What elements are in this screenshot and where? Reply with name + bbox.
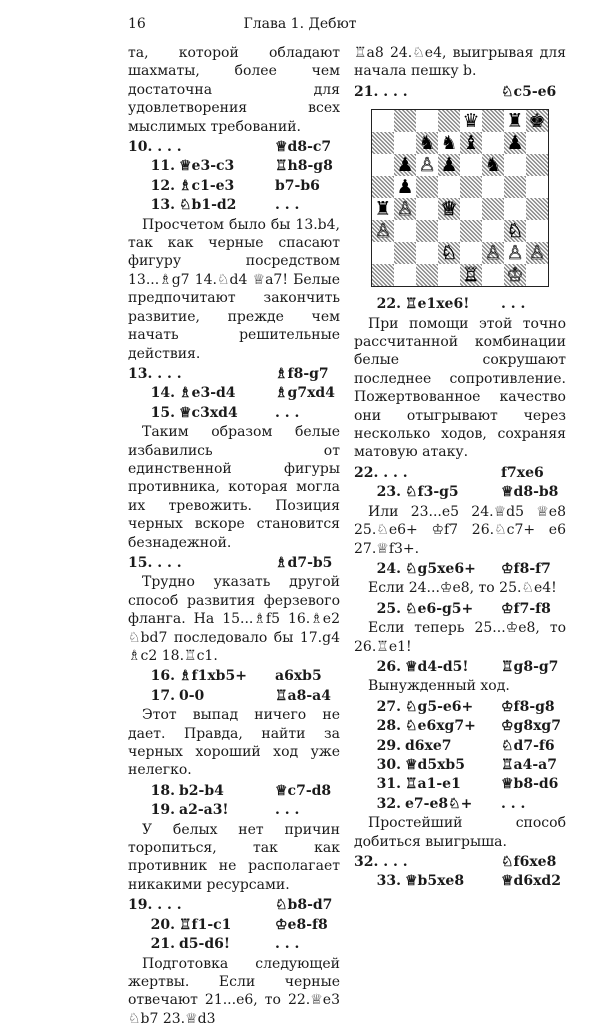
board-square xyxy=(482,198,504,220)
board-square xyxy=(438,154,460,176)
move-number: 26. xyxy=(376,658,401,675)
move-number: 20. xyxy=(150,916,175,933)
black-piece-icon: ♟ xyxy=(506,132,524,155)
move-line xyxy=(354,483,566,501)
black-move: ♔e8-f8 xyxy=(275,916,328,933)
move-line xyxy=(354,464,566,482)
move-line xyxy=(354,560,566,578)
board-square xyxy=(482,176,504,198)
black-move: ♖h8-g8 xyxy=(275,158,333,175)
text-paragraph: Если теперь 25...♔e8, то 26.♖e1! xyxy=(354,620,566,655)
board-square xyxy=(438,220,460,242)
black-move: . . . xyxy=(501,296,526,313)
text-paragraph: Если 24...♔e8, то 25.♘e4! xyxy=(368,580,557,597)
black-piece-icon: ♞ xyxy=(440,132,458,155)
white-move xyxy=(179,138,275,156)
text-paragraph: та, которой обладают шахматы, более чем достаточна для удовлетворения всех мыслимых требований. xyxy=(128,45,340,135)
text-paragraph: Этот выпад ничего не дает. Правда, найти за черных хороший ход уже нелегко. xyxy=(128,707,340,779)
board-square xyxy=(504,132,526,154)
move-number: 27. xyxy=(376,698,401,715)
white-move xyxy=(179,896,275,914)
white-move: ♘f3-g5 xyxy=(405,484,459,501)
board-square xyxy=(438,110,460,132)
move-number: 19. xyxy=(150,802,175,819)
white-piece-icon: ♙ xyxy=(418,154,436,177)
text-paragraph: Трудно указать другой способ развития ферзевого фланга. На 15...♗f5 16.♗e2 ♘bd7 последовало бы 17.g4 ♗c2 18.♖c1. xyxy=(128,574,340,664)
board-square xyxy=(460,176,482,198)
white-move: ♕d4-d5! xyxy=(405,658,469,675)
board-square xyxy=(460,110,482,132)
move-number: 11. xyxy=(150,158,175,175)
text-paragraph: Просчетом было бы 13.b4, так как черные спасают фигуру посредством 13...♗g7 14.♘d4 ♕a7! Белые предпочитают закончить развитие, прежде чем начать решительные действия. xyxy=(128,216,340,362)
page-header xyxy=(0,16,600,36)
move-line xyxy=(128,138,340,156)
black-move: ♘c5-e6 xyxy=(501,83,557,100)
move-number: 10. . . . xyxy=(128,139,182,156)
move-number: 32. xyxy=(376,795,401,812)
text-paragraph: Или 23...e5 24.♕d5 ♕e8 25.♘e6+ ♔f7 26.♘c7+ e6 27.♕f3+. xyxy=(354,503,566,557)
board-square xyxy=(460,198,482,220)
board-square xyxy=(482,132,504,154)
black-move: ♗f8-g7 xyxy=(275,365,329,382)
board-square xyxy=(416,176,438,198)
move-line xyxy=(128,365,340,383)
white-move: ♕c3xd4 xyxy=(179,404,238,421)
board-square xyxy=(460,154,482,176)
board-square xyxy=(438,242,460,264)
left-column xyxy=(128,44,340,1030)
white-move: ♘b1-d2 xyxy=(179,197,237,214)
board-square xyxy=(416,110,438,132)
white-move xyxy=(405,464,501,482)
white-move xyxy=(405,83,501,101)
board-square xyxy=(416,198,438,220)
white-piece-icon: ♘ xyxy=(506,220,524,243)
white-move xyxy=(179,365,275,383)
board-square xyxy=(394,132,416,154)
move-number: 18. xyxy=(150,782,175,799)
board-square xyxy=(482,264,504,286)
board-square xyxy=(526,198,548,220)
board-square xyxy=(372,220,394,242)
page-number: 16 xyxy=(128,16,146,32)
white-piece-icon: ♙ xyxy=(484,242,502,265)
black-move: ♕d8-b8 xyxy=(501,484,559,501)
move-line xyxy=(128,896,340,914)
white-move: ♖f1-c1 xyxy=(179,916,232,933)
black-move: . . . xyxy=(275,404,300,421)
board-square xyxy=(504,198,526,220)
board-square xyxy=(482,110,504,132)
black-move: . . . xyxy=(275,197,300,214)
board-square xyxy=(504,242,526,264)
board-square xyxy=(416,132,438,154)
white-move: ♕e3-c3 xyxy=(179,158,235,175)
move-number: 14. xyxy=(150,385,175,402)
board-square xyxy=(504,154,526,176)
move-number: 19. . . . xyxy=(128,897,182,914)
board-square xyxy=(394,110,416,132)
right-column xyxy=(354,44,566,892)
move-line xyxy=(128,801,340,819)
board-square xyxy=(460,264,482,286)
black-move: ♕d8-c7 xyxy=(275,139,332,156)
chapter-title: Глава 1. Дебют xyxy=(243,16,357,32)
white-piece-icon: ♔ xyxy=(506,264,524,287)
move-number: 24. xyxy=(376,560,401,577)
black-move: ♔f8-g8 xyxy=(501,698,555,715)
move-number: 22. . . . xyxy=(354,464,408,481)
move-number: 29. xyxy=(376,737,401,754)
black-move: ♖g8-g7 xyxy=(501,658,559,675)
chess-board xyxy=(371,109,549,287)
text-paragraph: Таким образом белые избавились от единственной фигуры противника, которая могла их тревожить. Позиция черных вскоре становится безнадежной. xyxy=(128,424,340,551)
black-piece-icon: ♟ xyxy=(440,154,458,177)
black-piece-icon: ♚ xyxy=(528,110,546,133)
move-line xyxy=(354,658,566,676)
move-line xyxy=(354,756,566,774)
board-square xyxy=(416,220,438,242)
white-move: ♖e1xe6! xyxy=(405,296,470,313)
move-line xyxy=(354,853,566,871)
move-number: 15. . . . xyxy=(128,554,182,571)
board-square xyxy=(504,220,526,242)
move-line xyxy=(128,196,340,214)
white-move: ♖a1-e1 xyxy=(405,776,461,793)
board-square xyxy=(394,198,416,220)
move-number: 30. xyxy=(376,756,401,773)
move-number: 13. . . . xyxy=(128,365,182,382)
board-square xyxy=(394,176,416,198)
white-piece-icon: ♙ xyxy=(374,220,392,243)
move-line xyxy=(128,935,340,953)
black-piece-icon: ♝ xyxy=(462,132,480,155)
black-move: b7-b6 xyxy=(275,177,320,194)
move-line xyxy=(354,872,566,890)
white-piece-icon: ♙ xyxy=(396,198,414,221)
move-number: 13. xyxy=(150,197,175,214)
white-move: e7-e8♘+ xyxy=(405,795,473,812)
move-line xyxy=(354,295,566,313)
black-move: . . . xyxy=(275,802,300,819)
white-move: ♗e3-d4 xyxy=(179,385,236,402)
white-piece-icon: ♖ xyxy=(462,264,480,287)
white-move: ♕d5xb5 xyxy=(405,756,465,773)
move-line xyxy=(354,83,566,101)
black-move: ♘b8-d7 xyxy=(275,897,333,914)
black-move: . . . xyxy=(501,795,526,812)
board-square xyxy=(372,110,394,132)
chess-diagram xyxy=(354,109,566,287)
board-square xyxy=(460,242,482,264)
board-square xyxy=(526,154,548,176)
move-number: 21. xyxy=(150,936,175,953)
board-square xyxy=(394,154,416,176)
board-square xyxy=(504,176,526,198)
black-piece-icon: ♞ xyxy=(418,132,436,155)
board-square xyxy=(416,154,438,176)
black-move: ♕c7-d8 xyxy=(275,782,332,799)
board-square xyxy=(526,176,548,198)
black-move: ♖a4-a7 xyxy=(501,756,557,773)
black-move: f7xe6 xyxy=(501,464,544,481)
move-number: 16. xyxy=(150,668,175,685)
black-move: . . . xyxy=(275,936,300,953)
move-number: 21. . . . xyxy=(354,83,408,100)
board-square xyxy=(394,220,416,242)
board-square xyxy=(482,242,504,264)
move-line xyxy=(128,916,340,934)
move-line xyxy=(354,698,566,716)
move-line xyxy=(354,717,566,735)
white-piece-icon: ♙ xyxy=(506,242,524,265)
text-paragraph: Вынужденный ход. xyxy=(368,678,510,695)
board-square xyxy=(504,110,526,132)
text-paragraph: У белых нет причин торопиться, так как противник не располагает никакими ресурсами. xyxy=(128,821,340,893)
white-move: ♘e6-g5+ xyxy=(405,600,474,617)
white-move xyxy=(405,853,501,871)
board-square xyxy=(504,264,526,286)
board-square xyxy=(372,154,394,176)
move-line xyxy=(354,600,566,618)
move-line xyxy=(128,177,340,195)
board-square xyxy=(394,264,416,286)
white-move: ♘g5xe6+ xyxy=(405,560,476,577)
move-number: 31. xyxy=(376,776,401,793)
white-move: 0-0 xyxy=(179,687,205,704)
black-move: ♖a8-a4 xyxy=(275,687,331,704)
black-move: ♕d6xd2 xyxy=(501,873,561,890)
black-move: ♔g8xg7 xyxy=(501,718,561,735)
move-number: 28. xyxy=(376,718,401,735)
move-number: 33. xyxy=(376,873,401,890)
white-move: a2-a3! xyxy=(179,802,229,819)
black-piece-icon: ♟ xyxy=(396,176,414,199)
text-paragraph: Подготовка следующей жертвы. Если черные отвечают 21...e6, то 22.♕e3 ♘b7 23.♕d3 xyxy=(128,955,340,1027)
move-line xyxy=(128,667,340,685)
board-square xyxy=(460,220,482,242)
move-line xyxy=(128,554,340,572)
board-square xyxy=(438,198,460,220)
black-piece-icon: ♜ xyxy=(506,110,524,133)
board-square xyxy=(372,198,394,220)
black-move: ♗d7-b5 xyxy=(275,554,333,571)
move-line xyxy=(354,775,566,793)
white-move: ♘e6xg7+ xyxy=(405,718,476,735)
move-number: 23. xyxy=(376,484,401,501)
right-column-bottom xyxy=(354,295,566,891)
text-paragraph: При помощи этой точно рассчитанной комбинации белые сокрушают последнее сопротивление. Пожертвованное качество они отыгрывают через несколько ходов, сохраняя матовую атаку. xyxy=(354,315,566,461)
board-square xyxy=(526,264,548,286)
board-square xyxy=(526,132,548,154)
white-move: ♘g5-e6+ xyxy=(405,698,474,715)
move-number: 32. . . . xyxy=(354,854,408,870)
move-line xyxy=(128,404,340,422)
white-move: d5-d6! xyxy=(179,936,231,953)
board-square xyxy=(526,220,548,242)
board-square xyxy=(416,242,438,264)
move-line xyxy=(128,782,340,800)
black-move: ♗g7xd4 xyxy=(275,385,335,402)
black-move: ♔f7-f8 xyxy=(501,600,551,617)
text-paragraph: ♖a8 24.♘e4, выигрывая для начала пешку b. xyxy=(354,45,566,80)
black-piece-icon: ♛ xyxy=(462,110,480,133)
white-move xyxy=(179,554,275,572)
black-move: ♘d7-f6 xyxy=(501,737,555,754)
move-number: 17. xyxy=(150,687,175,704)
board-square xyxy=(482,220,504,242)
white-move: d6xe7 xyxy=(405,737,452,754)
black-move: ♘f6xe8 xyxy=(501,854,557,870)
board-square xyxy=(460,132,482,154)
right-column-top xyxy=(354,44,566,101)
move-number: 12. xyxy=(150,177,175,194)
black-piece-icon: ♟ xyxy=(396,154,414,177)
move-line xyxy=(128,687,340,705)
white-piece-icon: ♙ xyxy=(528,242,546,265)
black-piece-icon: ♞ xyxy=(484,154,502,177)
board-square xyxy=(526,110,548,132)
board-square xyxy=(526,242,548,264)
board-square xyxy=(372,242,394,264)
black-move: a6xb5 xyxy=(275,668,322,685)
move-number: 22. xyxy=(376,296,401,313)
black-move: ♔f8-f7 xyxy=(501,560,551,577)
black-move: ♕b8-d6 xyxy=(501,776,559,793)
board-square xyxy=(372,176,394,198)
text-paragraph: Простейший способ добиться выигрыша. xyxy=(354,815,566,850)
black-piece-icon: ♜ xyxy=(374,198,392,221)
white-piece-icon: ♘ xyxy=(440,242,458,265)
move-line xyxy=(354,795,566,813)
white-move: ♗c1-e3 xyxy=(179,177,235,194)
board-square xyxy=(438,132,460,154)
board-square xyxy=(438,176,460,198)
white-piece-icon: ♕ xyxy=(440,198,458,221)
white-move: ♕b5xe8 xyxy=(405,873,465,890)
move-line xyxy=(128,384,340,402)
board-square xyxy=(394,242,416,264)
move-number: 15. xyxy=(150,404,175,421)
white-move: b2-b4 xyxy=(179,782,224,799)
board-square xyxy=(372,132,394,154)
board-square xyxy=(416,264,438,286)
move-line xyxy=(128,157,340,175)
board-square xyxy=(438,264,460,286)
move-line xyxy=(354,737,566,755)
white-move: ♗f1xb5+ xyxy=(179,668,247,685)
board-square xyxy=(482,154,504,176)
move-number: 25. xyxy=(376,600,401,617)
board-square xyxy=(372,264,394,286)
